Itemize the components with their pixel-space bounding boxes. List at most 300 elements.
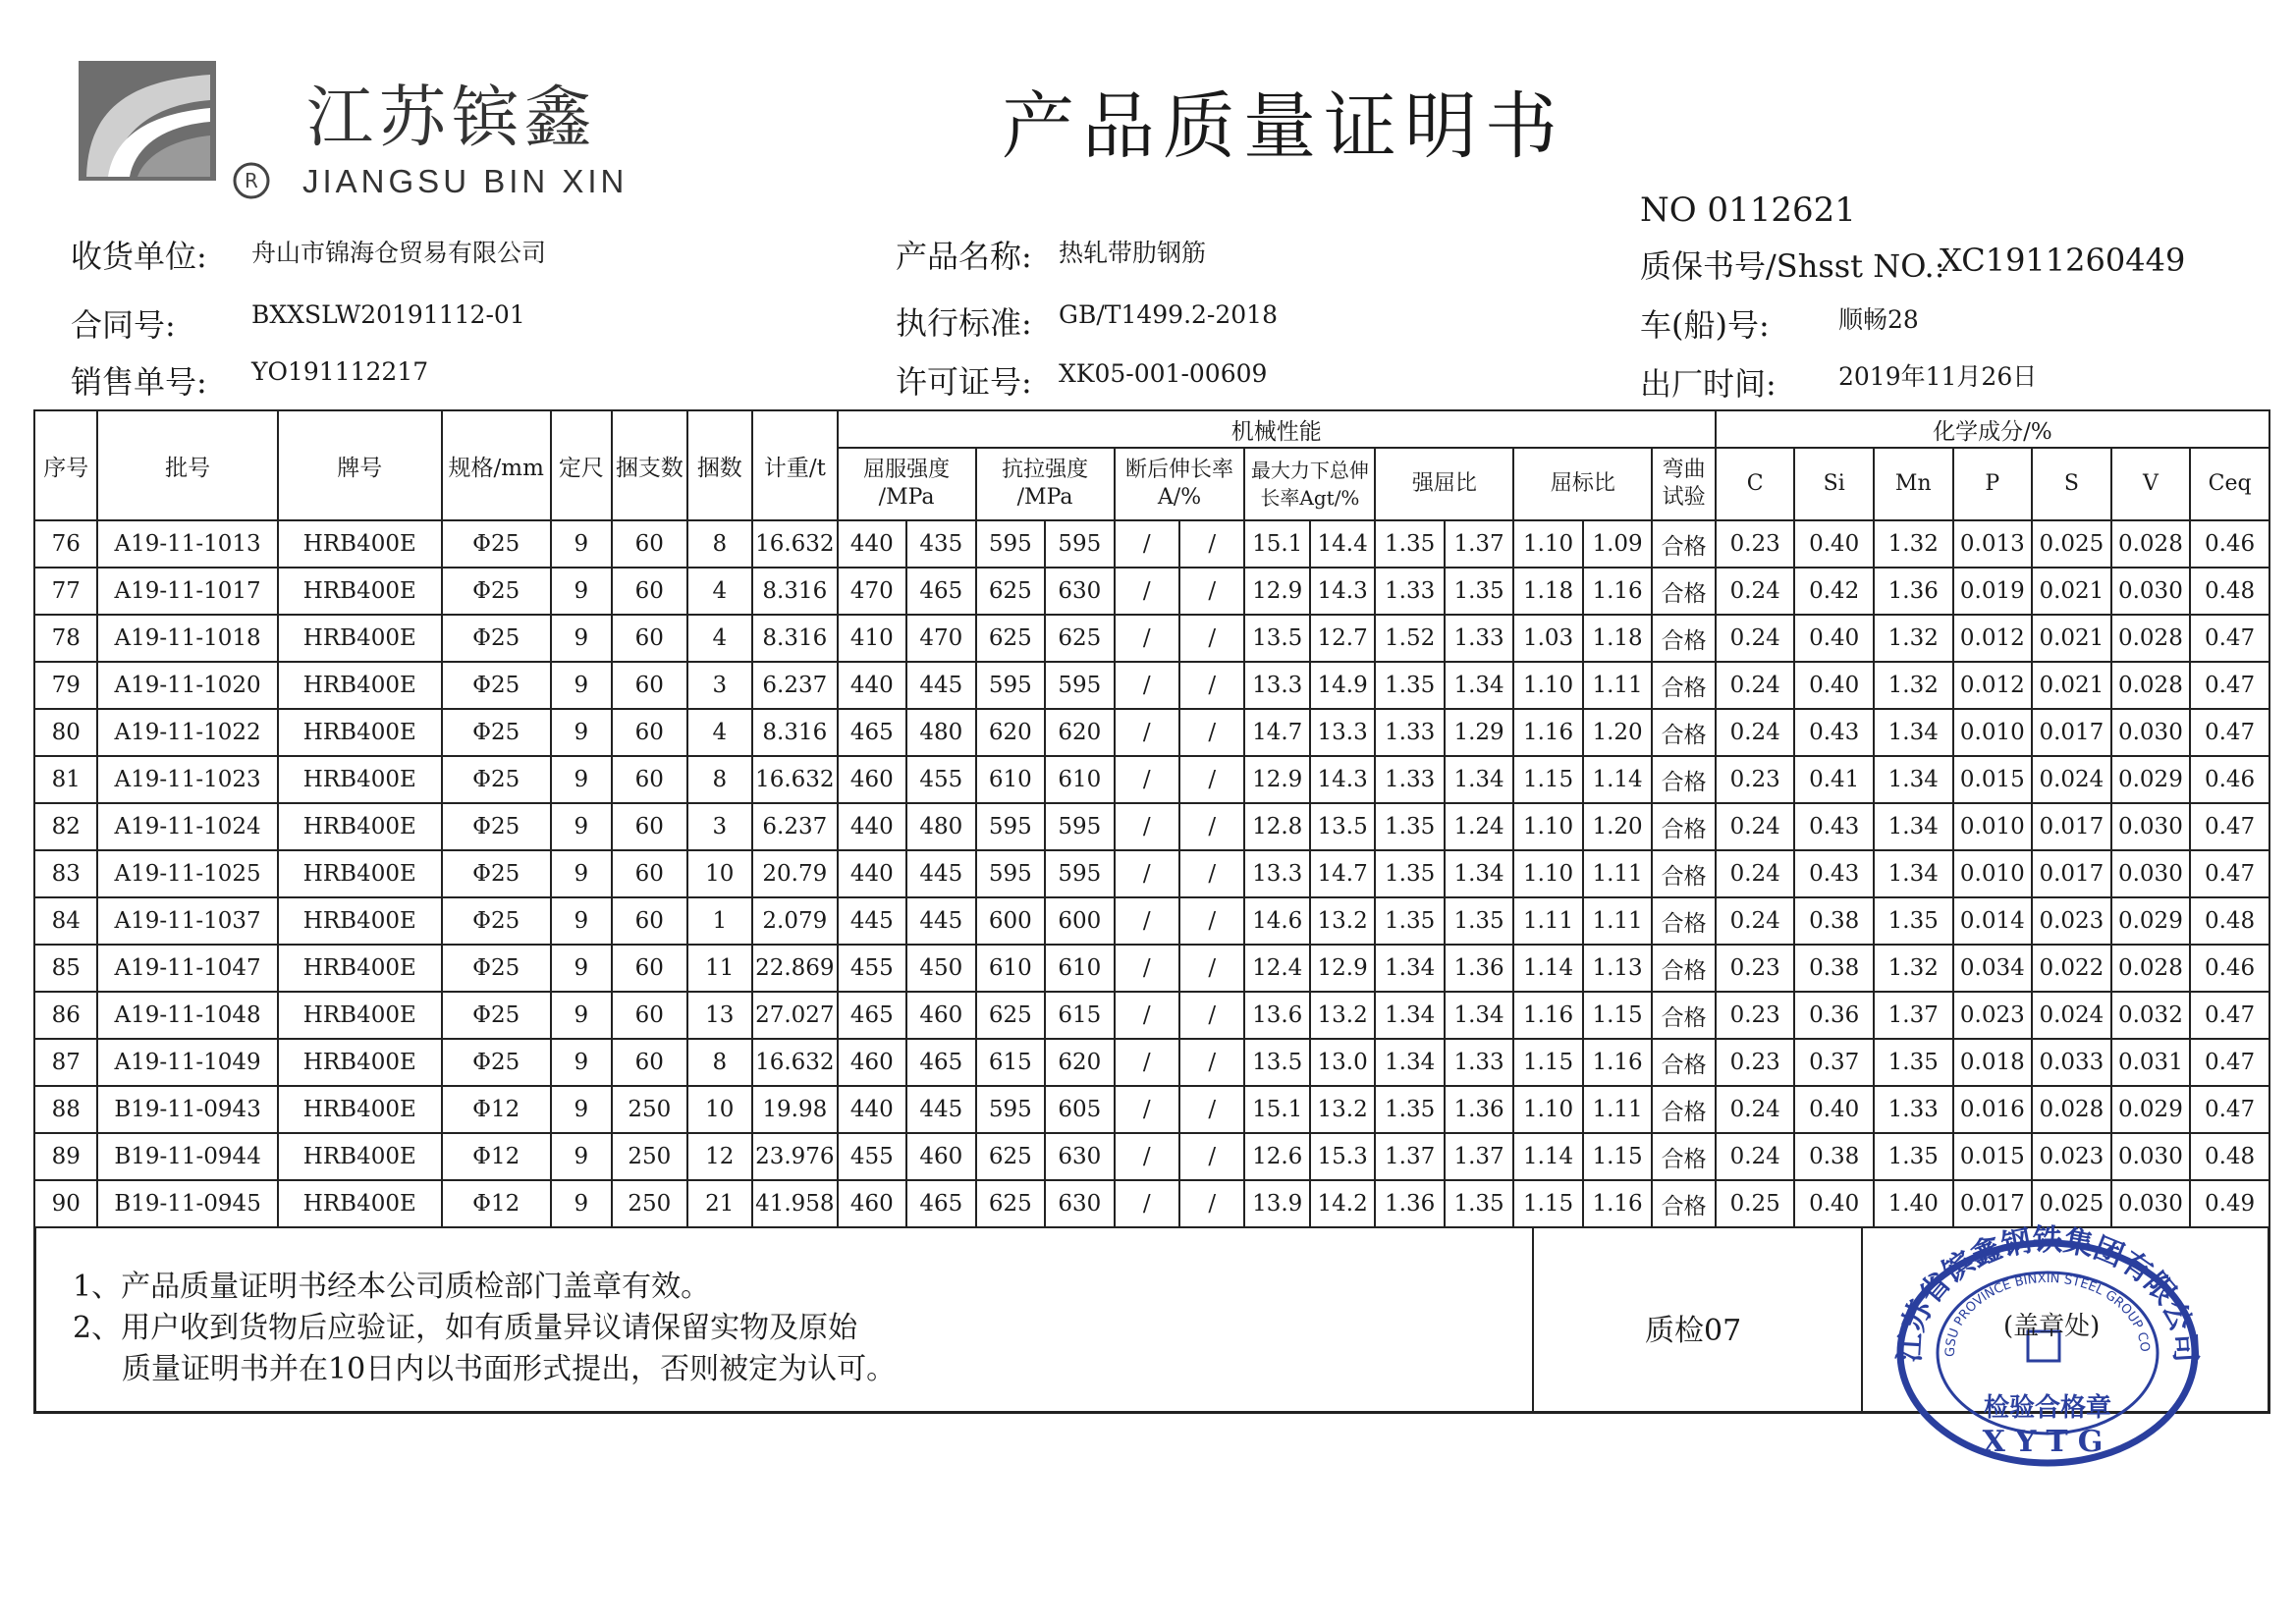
cell-bend: 合格 xyxy=(1652,992,1716,1039)
group-mechanical: 机械性能 xyxy=(838,410,1716,448)
col-weight: 计重/t xyxy=(752,410,838,520)
cell-si: 0.43 xyxy=(1794,803,1874,850)
cell-bend: 合格 xyxy=(1652,803,1716,850)
cell-y1: 440 xyxy=(838,803,906,850)
cell-yr1: 1.15 xyxy=(1513,1039,1582,1086)
cell-sr2: 1.34 xyxy=(1445,662,1513,709)
col-tensile: 抗拉强度 /MPa xyxy=(976,448,1115,520)
cell-spec: Φ25 xyxy=(442,1039,551,1086)
cell-si: 0.40 xyxy=(1794,1086,1874,1133)
cell-a1: 12.8 xyxy=(1244,803,1309,850)
cell-e1: / xyxy=(1115,1180,1179,1227)
cell-spec: Φ25 xyxy=(442,945,551,992)
cell-pcs: 60 xyxy=(612,756,687,803)
cell-yr1: 1.03 xyxy=(1513,615,1582,662)
cell-c: 0.24 xyxy=(1716,568,1795,615)
cell-sr2: 1.36 xyxy=(1445,1086,1513,1133)
cell-si: 0.38 xyxy=(1794,1133,1874,1180)
cell-y2: 445 xyxy=(906,850,975,897)
cell-p: 0.013 xyxy=(1953,520,2033,568)
cell-len: 9 xyxy=(551,992,612,1039)
cell-len: 9 xyxy=(551,568,612,615)
document-title: 产品质量证明书 xyxy=(1002,84,1565,169)
cell-ceq: 0.46 xyxy=(2190,520,2269,568)
cell-yr2: 1.20 xyxy=(1583,709,1652,756)
cell-y2: 435 xyxy=(906,520,975,568)
svg-text:R: R xyxy=(245,169,258,192)
cell-y1: 445 xyxy=(838,897,906,945)
cell-s: 0.025 xyxy=(2032,1180,2111,1227)
cell-batch: A19-11-1047 xyxy=(97,945,277,992)
cell-a2: 14.3 xyxy=(1310,568,1375,615)
cell-a2: 12.9 xyxy=(1310,945,1375,992)
table-row xyxy=(34,992,2269,1039)
cell-si: 0.38 xyxy=(1794,945,1874,992)
cell-a1: 13.6 xyxy=(1244,992,1309,1039)
cell-t2: 595 xyxy=(1045,662,1114,709)
cell-len: 9 xyxy=(551,803,612,850)
cell-yr2: 1.16 xyxy=(1583,1180,1652,1227)
cell-c: 0.24 xyxy=(1716,709,1795,756)
cell-ceq: 0.46 xyxy=(2190,756,2269,803)
cell-mn: 1.40 xyxy=(1874,1180,1953,1227)
cell-v: 0.031 xyxy=(2111,1039,2191,1086)
cell-batch: A19-11-1025 xyxy=(97,850,277,897)
cell-a2: 13.2 xyxy=(1310,1086,1375,1133)
cell-batch: A19-11-1048 xyxy=(97,992,277,1039)
cell-yr1: 1.16 xyxy=(1513,992,1582,1039)
cell-p: 0.034 xyxy=(1953,945,2033,992)
cell-t1: 625 xyxy=(976,992,1045,1039)
cell-y2: 445 xyxy=(906,662,975,709)
cell-e1: / xyxy=(1115,615,1179,662)
cell-t2: 630 xyxy=(1045,1133,1114,1180)
cell-y1: 455 xyxy=(838,945,906,992)
cell-e2: / xyxy=(1179,568,1244,615)
cell-weight: 6.237 xyxy=(752,803,838,850)
company-name-en: JIANGSU BIN XIN xyxy=(302,163,629,199)
cell-a2: 14.3 xyxy=(1310,756,1375,803)
cell-p: 0.015 xyxy=(1953,756,2033,803)
cell-t2: 625 xyxy=(1045,615,1114,662)
cell-spec: Φ12 xyxy=(442,1086,551,1133)
cell-y1: 440 xyxy=(838,662,906,709)
cell-sr1: 1.35 xyxy=(1375,803,1444,850)
cell-t1: 625 xyxy=(976,1180,1045,1227)
cell-s: 0.033 xyxy=(2032,1039,2111,1086)
col-v: V xyxy=(2111,448,2191,520)
cell-seq: 88 xyxy=(34,1086,97,1133)
cell-sr2: 1.34 xyxy=(1445,850,1513,897)
cell-yr2: 1.11 xyxy=(1583,662,1652,709)
cell-weight: 20.79 xyxy=(752,850,838,897)
cell-y2: 460 xyxy=(906,1133,975,1180)
col-s: S xyxy=(2032,448,2111,520)
cell-a2: 14.2 xyxy=(1310,1180,1375,1227)
cell-yr2: 1.16 xyxy=(1583,1039,1652,1086)
stamp-en-text: GSU PROVINCE BINXIN STEEL GROUP CO xyxy=(1942,1271,2153,1358)
cell-c: 0.24 xyxy=(1716,1133,1795,1180)
vehicle-value: 顺畅28 xyxy=(1838,305,1919,334)
cell-a1: 13.5 xyxy=(1244,615,1309,662)
note-3: 质量证明书并在10日内以书面形式提出，否则被定为认可。 xyxy=(122,1352,897,1386)
cell-pcs: 250 xyxy=(612,1133,687,1180)
cell-bundles: 10 xyxy=(687,850,752,897)
cell-yr1: 1.18 xyxy=(1513,568,1582,615)
cell-yr2: 1.16 xyxy=(1583,568,1652,615)
cell-sr1: 1.52 xyxy=(1375,615,1444,662)
sales-order-label: 销售单号: xyxy=(71,363,207,401)
cell-s: 0.017 xyxy=(2032,850,2111,897)
cell-pcs: 60 xyxy=(612,520,687,568)
consignee-value: 舟山市锦海仓贸易有限公司 xyxy=(251,239,547,267)
cell-bundles: 3 xyxy=(687,662,752,709)
cell-v: 0.028 xyxy=(2111,615,2191,662)
table-row xyxy=(34,850,2269,897)
cell-grade: HRB400E xyxy=(278,615,442,662)
cell-a1: 14.7 xyxy=(1244,709,1309,756)
cell-t1: 595 xyxy=(976,803,1045,850)
cell-sr2: 1.35 xyxy=(1445,568,1513,615)
document-number: NO 0112621 xyxy=(1640,190,1856,230)
cell-s: 0.028 xyxy=(2032,1086,2111,1133)
contract-value: BXXSLW20191112-01 xyxy=(251,300,525,329)
cell-sr2: 1.33 xyxy=(1445,615,1513,662)
cell-len: 9 xyxy=(551,1133,612,1180)
col-grade: 牌号 xyxy=(278,410,442,520)
cell-v: 0.029 xyxy=(2111,897,2191,945)
cell-v: 0.030 xyxy=(2111,709,2191,756)
col-strength-ratio: 强屈比 xyxy=(1375,448,1513,520)
cell-a2: 14.9 xyxy=(1310,662,1375,709)
cell-t1: 595 xyxy=(976,662,1045,709)
cell-len: 9 xyxy=(551,709,612,756)
cell-y2: 465 xyxy=(906,1039,975,1086)
cell-ceq: 0.47 xyxy=(2190,709,2269,756)
cell-weight: 8.316 xyxy=(752,568,838,615)
product-value: 热轧带肋钢筋 xyxy=(1059,239,1207,267)
col-batch: 批号 xyxy=(97,410,277,520)
cell-t1: 610 xyxy=(976,756,1045,803)
cell-pcs: 60 xyxy=(612,803,687,850)
cell-s: 0.021 xyxy=(2032,662,2111,709)
cell-v: 0.030 xyxy=(2111,1180,2191,1227)
cell-bundles: 13 xyxy=(687,992,752,1039)
cell-mn: 1.32 xyxy=(1874,945,1953,992)
table-row xyxy=(34,945,2269,992)
cell-e2: / xyxy=(1179,945,1244,992)
cell-y1: 455 xyxy=(838,1133,906,1180)
cell-c: 0.23 xyxy=(1716,992,1795,1039)
cell-len: 9 xyxy=(551,945,612,992)
cell-batch: A19-11-1017 xyxy=(97,568,277,615)
footer-divider xyxy=(1532,1227,1534,1414)
cell-a1: 13.9 xyxy=(1244,1180,1309,1227)
cell-yr1: 1.10 xyxy=(1513,662,1582,709)
cell-weight: 8.316 xyxy=(752,709,838,756)
cell-yr2: 1.09 xyxy=(1583,520,1652,568)
cell-yr1: 1.15 xyxy=(1513,756,1582,803)
cell-c: 0.24 xyxy=(1716,662,1795,709)
cell-p: 0.023 xyxy=(1953,992,2033,1039)
cell-weight: 23.976 xyxy=(752,1133,838,1180)
cell-si: 0.40 xyxy=(1794,520,1874,568)
cell-yr1: 1.10 xyxy=(1513,1086,1582,1133)
cell-yr1: 1.10 xyxy=(1513,520,1582,568)
cell-weight: 22.869 xyxy=(752,945,838,992)
cell-seq: 78 xyxy=(34,615,97,662)
cell-weight: 19.98 xyxy=(752,1086,838,1133)
cell-bend: 合格 xyxy=(1652,1133,1716,1180)
cell-sr1: 1.35 xyxy=(1375,1086,1444,1133)
cell-len: 9 xyxy=(551,1180,612,1227)
cell-sr2: 1.34 xyxy=(1445,756,1513,803)
company-logo-icon xyxy=(79,61,216,181)
cell-bundles: 8 xyxy=(687,756,752,803)
cell-ceq: 0.47 xyxy=(2190,1039,2269,1086)
cell-bend: 合格 xyxy=(1652,662,1716,709)
cell-e2: / xyxy=(1179,615,1244,662)
cell-v: 0.028 xyxy=(2111,520,2191,568)
registered-mark-icon xyxy=(232,161,271,200)
cell-a2: 13.2 xyxy=(1310,992,1375,1039)
cell-yr2: 1.11 xyxy=(1583,897,1652,945)
cell-sr2: 1.29 xyxy=(1445,709,1513,756)
cell-weight: 27.027 xyxy=(752,992,838,1039)
cert-number-value: XC1911260449 xyxy=(1940,242,2186,279)
cell-yr1: 1.15 xyxy=(1513,1180,1582,1227)
cell-sr2: 1.35 xyxy=(1445,897,1513,945)
cell-a2: 14.7 xyxy=(1310,850,1375,897)
cell-e2: / xyxy=(1179,897,1244,945)
cell-sr1: 1.35 xyxy=(1375,520,1444,568)
cell-seq: 82 xyxy=(34,803,97,850)
cell-bend: 合格 xyxy=(1652,756,1716,803)
cell-t1: 610 xyxy=(976,945,1045,992)
cell-e1: / xyxy=(1115,850,1179,897)
cell-y1: 460 xyxy=(838,1180,906,1227)
cell-si: 0.40 xyxy=(1794,615,1874,662)
cell-e2: / xyxy=(1179,803,1244,850)
cell-t1: 625 xyxy=(976,568,1045,615)
cell-batch: A19-11-1022 xyxy=(97,709,277,756)
cell-ceq: 0.48 xyxy=(2190,897,2269,945)
cell-a2: 12.7 xyxy=(1310,615,1375,662)
stamp-code-text: XYTG xyxy=(1982,1425,2113,1459)
cell-grade: HRB400E xyxy=(278,520,442,568)
cell-yr1: 1.16 xyxy=(1513,709,1582,756)
cell-mn: 1.34 xyxy=(1874,850,1953,897)
cell-grade: HRB400E xyxy=(278,897,442,945)
cell-y2: 455 xyxy=(906,756,975,803)
cell-v: 0.029 xyxy=(2111,756,2191,803)
cell-grade: HRB400E xyxy=(278,662,442,709)
cell-seq: 80 xyxy=(34,709,97,756)
col-yield-ratio: 屈标比 xyxy=(1513,448,1652,520)
cell-grade: HRB400E xyxy=(278,850,442,897)
cell-e2: / xyxy=(1179,756,1244,803)
cell-c: 0.24 xyxy=(1716,1086,1795,1133)
cell-ceq: 0.48 xyxy=(2190,1133,2269,1180)
cell-sr1: 1.33 xyxy=(1375,568,1444,615)
cell-bundles: 21 xyxy=(687,1180,752,1227)
col-bend: 弯曲 试验 xyxy=(1652,448,1716,520)
cell-e1: / xyxy=(1115,756,1179,803)
cell-len: 9 xyxy=(551,615,612,662)
cell-bundles: 4 xyxy=(687,568,752,615)
cell-mn: 1.37 xyxy=(1874,992,1953,1039)
col-seq: 序号 xyxy=(34,410,97,520)
cell-s: 0.023 xyxy=(2032,897,2111,945)
consignee-label: 收货单位: xyxy=(71,238,207,275)
cell-pcs: 60 xyxy=(612,568,687,615)
cell-y1: 470 xyxy=(838,568,906,615)
cell-spec: Φ25 xyxy=(442,803,551,850)
cell-ceq: 0.46 xyxy=(2190,945,2269,992)
cell-a1: 15.1 xyxy=(1244,1086,1309,1133)
cell-batch: A19-11-1020 xyxy=(97,662,277,709)
cell-grade: HRB400E xyxy=(278,1086,442,1133)
cell-a1: 13.5 xyxy=(1244,1039,1309,1086)
cell-mn: 1.33 xyxy=(1874,1086,1953,1133)
cell-weight: 16.632 xyxy=(752,1039,838,1086)
cell-p: 0.018 xyxy=(1953,1039,2033,1086)
cell-bend: 合格 xyxy=(1652,850,1716,897)
cell-seq: 77 xyxy=(34,568,97,615)
cell-y2: 445 xyxy=(906,897,975,945)
cell-batch: A19-11-1049 xyxy=(97,1039,277,1086)
cell-grade: HRB400E xyxy=(278,1039,442,1086)
col-ceq: Ceq xyxy=(2190,448,2269,520)
license-value: XK05-001-00609 xyxy=(1059,359,1268,388)
contract-label: 合同号: xyxy=(71,306,176,344)
note-2: 2、用户收到货物后应验证，如有质量异议请保留实物及原始 xyxy=(73,1311,858,1345)
inspector-id: 质检07 xyxy=(1645,1314,1742,1348)
cell-spec: Φ25 xyxy=(442,709,551,756)
cell-p: 0.012 xyxy=(1953,615,2033,662)
cell-bundles: 12 xyxy=(687,1133,752,1180)
cell-p: 0.014 xyxy=(1953,897,2033,945)
cell-e2: / xyxy=(1179,1133,1244,1180)
cell-si: 0.43 xyxy=(1794,850,1874,897)
sales-order-value: YO191112217 xyxy=(251,357,429,386)
cell-c: 0.24 xyxy=(1716,850,1795,897)
cell-batch: B19-11-0943 xyxy=(97,1086,277,1133)
cell-yr2: 1.20 xyxy=(1583,803,1652,850)
cell-c: 0.23 xyxy=(1716,520,1795,568)
cell-e2: / xyxy=(1179,1086,1244,1133)
cell-si: 0.43 xyxy=(1794,709,1874,756)
note-1: 1、产品质量证明书经本公司质检部门盖章有效。 xyxy=(73,1270,711,1304)
cell-p: 0.012 xyxy=(1953,662,2033,709)
cell-pcs: 60 xyxy=(612,615,687,662)
cell-ceq: 0.47 xyxy=(2190,662,2269,709)
cell-mn: 1.36 xyxy=(1874,568,1953,615)
product-label: 产品名称: xyxy=(896,238,1032,275)
cell-ceq: 0.47 xyxy=(2190,803,2269,850)
cell-sr2: 1.24 xyxy=(1445,803,1513,850)
cell-v: 0.032 xyxy=(2111,992,2191,1039)
cell-t2: 600 xyxy=(1045,897,1114,945)
cell-t2: 630 xyxy=(1045,1180,1114,1227)
cell-spec: Φ12 xyxy=(442,1133,551,1180)
col-length: 定尺 xyxy=(551,410,612,520)
cell-sr2: 1.37 xyxy=(1445,520,1513,568)
cell-bundles: 11 xyxy=(687,945,752,992)
cell-yr2: 1.15 xyxy=(1583,992,1652,1039)
cell-len: 9 xyxy=(551,662,612,709)
cell-len: 9 xyxy=(551,897,612,945)
cell-t2: 605 xyxy=(1045,1086,1114,1133)
cell-grade: HRB400E xyxy=(278,568,442,615)
cell-sr1: 1.35 xyxy=(1375,897,1444,945)
cell-ceq: 0.47 xyxy=(2190,992,2269,1039)
cell-si: 0.38 xyxy=(1794,897,1874,945)
cell-bend: 合格 xyxy=(1652,615,1716,662)
cell-mn: 1.35 xyxy=(1874,1039,1953,1086)
col-agt: 最大力下总伸 长率Agt/% xyxy=(1244,448,1375,520)
cell-seq: 83 xyxy=(34,850,97,897)
cell-bend: 合格 xyxy=(1652,897,1716,945)
cell-p: 0.016 xyxy=(1953,1086,2033,1133)
cell-batch: A19-11-1024 xyxy=(97,803,277,850)
cell-bend: 合格 xyxy=(1652,1180,1716,1227)
cell-p: 0.019 xyxy=(1953,568,2033,615)
table-row xyxy=(34,1039,2269,1086)
cell-yr1: 1.10 xyxy=(1513,803,1582,850)
table-row xyxy=(34,756,2269,803)
cell-sr1: 1.34 xyxy=(1375,992,1444,1039)
cell-t1: 600 xyxy=(976,897,1045,945)
cell-sr2: 1.37 xyxy=(1445,1133,1513,1180)
cell-spec: Φ12 xyxy=(442,1180,551,1227)
cell-len: 9 xyxy=(551,520,612,568)
cell-a1: 13.3 xyxy=(1244,662,1309,709)
cell-si: 0.42 xyxy=(1794,568,1874,615)
cell-e1: / xyxy=(1115,945,1179,992)
table-body xyxy=(34,520,2269,1227)
license-label: 许可证号: xyxy=(896,363,1032,401)
cell-pcs: 60 xyxy=(612,945,687,992)
cell-p: 0.010 xyxy=(1953,803,2033,850)
ship-date-label: 出厂时间: xyxy=(1640,365,1777,403)
cell-si: 0.37 xyxy=(1794,1039,1874,1086)
stamp-placeholder-label: (盖章处) xyxy=(2003,1312,2101,1341)
cell-a1: 12.9 xyxy=(1244,756,1309,803)
stamp-cn-text: 江苏省镔鑫钢铁集团有限公司 xyxy=(1892,1223,2203,1364)
cell-weight: 8.316 xyxy=(752,615,838,662)
cell-e2: / xyxy=(1179,520,1244,568)
table-row xyxy=(34,662,2269,709)
table-header xyxy=(34,410,2269,520)
cell-e2: / xyxy=(1179,992,1244,1039)
cell-grade: HRB400E xyxy=(278,1133,442,1180)
cell-c: 0.25 xyxy=(1716,1180,1795,1227)
cell-e2: / xyxy=(1179,1039,1244,1086)
cell-mn: 1.34 xyxy=(1874,803,1953,850)
cell-seq: 90 xyxy=(34,1180,97,1227)
cell-yr2: 1.11 xyxy=(1583,850,1652,897)
cell-batch: A19-11-1013 xyxy=(97,520,277,568)
cell-t1: 595 xyxy=(976,850,1045,897)
cell-t2: 595 xyxy=(1045,850,1114,897)
cell-si: 0.40 xyxy=(1794,1180,1874,1227)
cell-a2: 13.2 xyxy=(1310,897,1375,945)
cell-c: 0.24 xyxy=(1716,897,1795,945)
cell-y2: 445 xyxy=(906,1086,975,1133)
quality-table xyxy=(33,409,2270,1228)
cell-spec: Φ25 xyxy=(442,615,551,662)
